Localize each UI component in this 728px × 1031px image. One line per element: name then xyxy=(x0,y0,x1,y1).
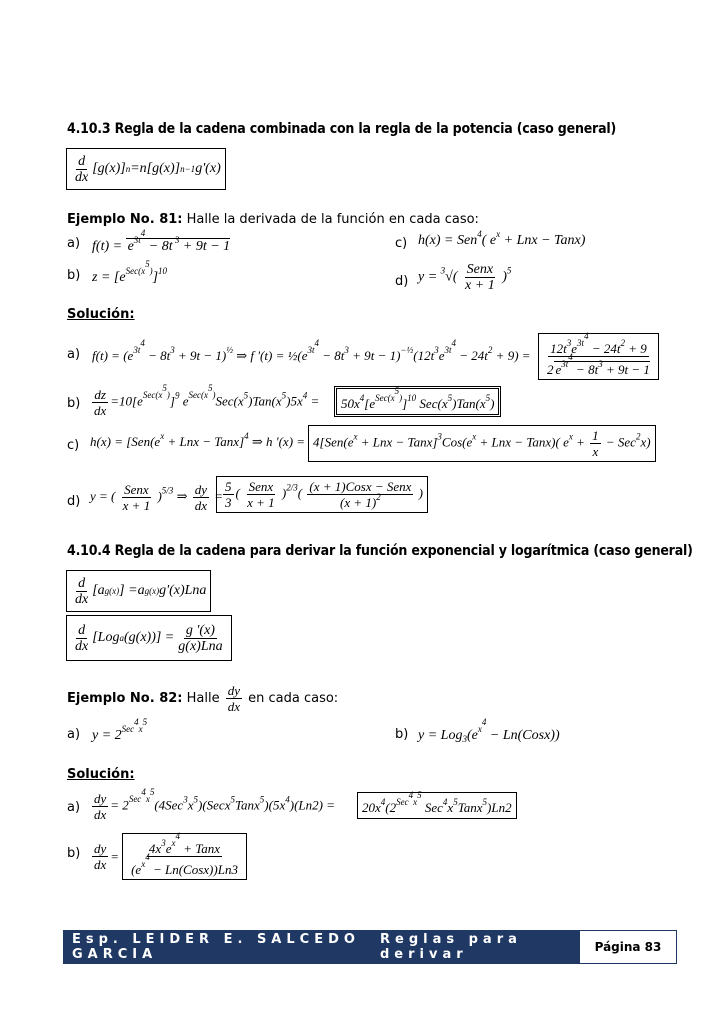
footer-subject: Reglas para derivar xyxy=(372,931,580,963)
solution-81-result-a: $\frac{12t^3e^{3t^4} - 24t^2 + 9}{2 e^{3t^4} - 8t^3 + 9t - 1}$ xyxy=(538,333,659,380)
solution-82-step-b: $\frac{dy}{dx}$ = $\frac{4x^3e^{x^4} + Tanx}{(e^{x^4} - Ln(Cosx))Ln3}$ xyxy=(90,833,247,880)
example-82-instruction-start: Halle xyxy=(182,691,224,706)
example-82-function-a: $y = 2^{Sec^4x^5}$ xyxy=(92,717,148,743)
solution-81-heading: Solución: xyxy=(67,307,135,322)
solution-81-label-a: a) xyxy=(67,347,81,362)
example-81-label-c: c) xyxy=(395,236,408,251)
solution-81-label-c: c) xyxy=(67,438,80,453)
example-81-label-a: a) xyxy=(67,236,81,251)
solution-82-heading: Solución: xyxy=(67,767,135,782)
example-81-number: Ejemplo No. 81: xyxy=(67,212,183,227)
example-81-function-a: $f(t) = e^{3t^4} - 8t$ $^3$ + 9t − 1 xyxy=(92,228,231,254)
solution-81-result-d: $\frac{5}{3}$ ( $\frac{\text{Senx}}{x + 1}$ )$^{2/3}$( $\frac{\text{(x + 1)Cosx − Senx}}{(x + 1)^2}$ ) xyxy=(216,476,428,513)
solution-81-step-d: y = ( $\frac{\text{Senx}}{x + 1}$ )$^{5/3}$ ⇒ $\frac{dy}{dx}$ = xyxy=(90,482,224,513)
solution-81-result-b: $50x^4[e^{Sec(x^5)}]^{10}$ $Sec(x^5)Tan(x^5)$ xyxy=(334,386,501,417)
example-81-function-b: $z = [e^{Sec(x^5)}]^{10}$ xyxy=(92,259,168,285)
exponential-chain-rule-formula: $\frac{d}{dx}$ [ a g(x) ] = a g(x) g '( x ) Lna xyxy=(66,570,211,612)
solution-81-label-b: b) xyxy=(67,396,81,411)
example-81-label-b: b) xyxy=(67,268,81,283)
example-81-heading xyxy=(67,212,479,227)
example-82-heading xyxy=(67,683,338,714)
example-81-function-d: y = $^3$√( $\frac{\text{Senx}}{x + 1}$ )$^5$ xyxy=(418,262,512,293)
solution-82-result-a: $20x^4(2^{Sec^4x^5}$ $Sec^4x^5Tanx^5)Ln2$ xyxy=(357,792,517,819)
example-82-number: Ejemplo No. 82: xyxy=(67,691,183,706)
page-footer xyxy=(63,930,677,964)
footer-page-number: Página 83 xyxy=(594,940,662,954)
example-82-label-b: b) xyxy=(395,727,409,742)
example-82-function-b: $y = Log_3(e^{x^4}$ − Ln(Cosx)) xyxy=(418,717,560,744)
solution-81-step-c: $h(x) = [Sen(e^x$ + Lnx − Tanx]$^4$ ⇒ h '(x) = xyxy=(90,431,306,449)
section-title-4-10-3: 4.10.3 Regla de la cadena combinada con la regla de la potencia (caso general) xyxy=(67,121,617,137)
solution-81-step-b: $\frac{dz}{dx}$ $=10[e^{Sec(x^5)}]^9$ $e^{Sec(x^5)}Sec(x^5)Tan(x^5)5x^4$ = xyxy=(94,383,320,418)
example-82-instruction-end: en cada caso: xyxy=(244,691,339,706)
solution-81-result-c: $4[Sen(e^x$ + Lnx − $Tanx]^3Cos(e^x$ + Lnx − Tanx)( $e^x$ + $\frac{1}{x}$ − Sec$^2$x) xyxy=(308,425,656,462)
example-82-label-a: a) xyxy=(67,727,81,742)
solution-82-label-a: a) xyxy=(67,800,81,815)
logarithmic-chain-rule-formula: $\frac{d}{dx}$ [ Log a ( g ( x ))] = $\frac{g '(x)}{\text{g(x)Lna}}$ xyxy=(66,615,232,661)
power-chain-rule-formula: $\frac{d}{dx}$ [ g ( x )] n = n [ g ( x )] n−1 g '( x ) xyxy=(66,148,226,190)
footer-author: Esp. LEIDER E. SALCEDO GARCIA xyxy=(64,931,372,963)
example-81-instruction: Halle la derivada de la función en cada caso: xyxy=(182,212,479,227)
section-title-4-10-4: 4.10.4 Regla de la cadena para derivar la función exponencial y logarítmica (caso general) xyxy=(67,543,693,559)
solution-81-step-a: $f(t) = (e^{3t^4} - 8t^3 + 9t - 1)^{\frac{1}{2}}$ ⇒ f '$(t) = \frac{1}{2}(e^{3t^4} - 8t^3 + 9t - 1)^{-\frac{1}{2}}(12t^3e^{3t^4} - 24t^2 + 9)$ = xyxy=(92,338,531,363)
dy-dx-fraction: $\frac{dy}{dx}$ xyxy=(227,683,240,714)
solution-81-label-d: d) xyxy=(67,494,81,509)
example-81-function-c: h(x) = Sen$^4$( $e^x$ + Lnx − Tanx) xyxy=(418,229,586,248)
solution-82-label-b: b) xyxy=(67,846,81,861)
solution-82-step-a: $\frac{dy}{dx}$ = $2^{Sec^4x^5}(4Sec^3x^5)(Secx^5Tanx^5)(5x^4)(Ln2)$ = xyxy=(94,787,335,822)
example-81-label-d: d) xyxy=(395,274,409,289)
